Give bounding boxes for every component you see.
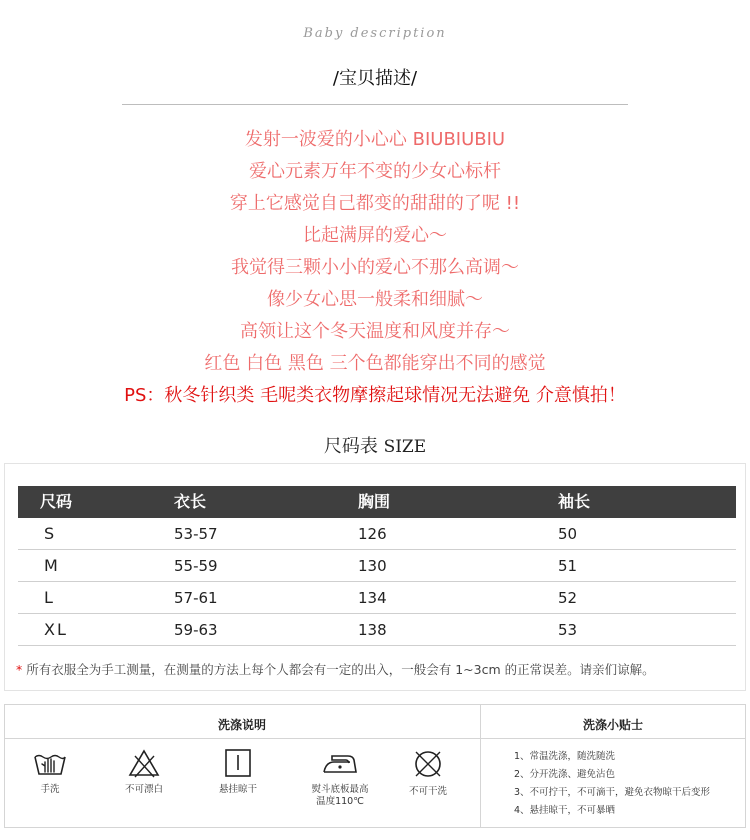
care-divider [480,704,481,828]
care-label: 不可漂白 [124,784,163,795]
description-line: 穿上它感觉自己都变的甜甜的了呢 !! [229,193,521,214]
table-row [18,550,736,582]
size-title-en: SIZE [383,437,427,457]
cell-bust: 134 [358,589,387,607]
header-size: 尺码 [40,492,73,511]
cell-size: XL [44,620,68,639]
care-item-no-dry-clean [388,748,468,798]
table-row [18,518,736,550]
description-line: 高领让这个冬天温度和风度并存～ [240,321,510,342]
care-header-divider [4,738,746,739]
cell-sleeve: 52 [558,589,578,607]
cell-length: 59-63 [174,621,218,639]
note-text: 所有衣服全为手工测量，在测量的方法上每个人都会有一定的出入，一般会有 1~3cm 的正常误差。请亲们谅解。 [26,662,655,677]
description-line: 像少女心思一般柔和细腻～ [267,289,483,310]
care-tip: 1、常温洗涤，随洗随洗 [514,751,616,762]
ps-warning: PS：秋冬针织类 毛呢类衣物摩擦起球情况无法避免 介意慎拍！ [124,385,626,406]
no-dry-clean-icon [411,748,445,780]
description-line: 我觉得三颗小小的爱心不那么高调～ [231,257,519,278]
cell-size: L [44,588,55,607]
care-item-hang-dry [198,748,278,796]
care-item-hand-wash [10,748,90,796]
cell-sleeve: 50 [558,525,578,543]
hand-wash-icon [32,748,68,778]
size-table [18,486,736,646]
cell-size: S [44,524,57,543]
care-label: 熨斗底板最高 [311,784,369,795]
script-title: Baby description [303,26,447,41]
care-label: 不可干洗 [408,786,447,797]
title-divider [122,104,628,105]
care-tips-title: 洗涤小贴士 [583,718,644,732]
care-item-no-bleach [104,748,184,796]
measurement-note [16,660,746,678]
header-length: 衣长 [174,492,207,511]
header-sleeve: 袖长 [558,492,591,511]
description-header [0,0,750,120]
cell-bust: 126 [358,525,387,543]
care-item-iron [300,748,380,808]
cell-length: 53-57 [174,525,218,543]
cell-bust: 138 [358,621,387,639]
cell-sleeve: 53 [558,621,578,639]
cell-length: 55-59 [174,557,218,575]
table-row [18,614,736,646]
note-asterisk: * [16,662,23,677]
cell-sleeve: 51 [558,557,578,575]
description-line: 比起满屏的爱心～ [303,225,447,246]
description-line: 红色 白色 黑色 三个色都能穿出不同的感觉 [204,353,546,374]
cell-bust: 130 [358,557,387,575]
care-tip: 4、悬挂晾干，不可暴晒 [514,805,616,816]
no-bleach-icon [127,748,161,778]
table-row [18,582,736,614]
size-title-cn: 尺码表 [323,436,378,457]
header-bust: 胸围 [358,492,391,511]
cell-size: M [44,556,60,575]
hang-dry-icon [222,748,254,778]
table-header-row [18,486,736,518]
product-description [0,124,750,412]
care-tip: 2、分开洗涤、避免沾色 [514,769,616,780]
care-label: 温度110℃ [316,796,364,807]
section-title: /宝贝描述/ [332,68,418,89]
care-label: 悬挂晾干 [218,784,257,795]
care-label: 手洗 [40,784,60,795]
description-line: 发射一波爱的小心心 BIUBIUBIU [244,129,506,150]
iron-icon [320,748,360,778]
size-chart-title [0,432,750,458]
care-instructions-title: 洗涤说明 [218,718,267,732]
cell-length: 57-61 [174,589,218,607]
description-line: 爱心元素万年不变的少女心标杆 [249,161,501,182]
care-tip: 3、不可拧干，不可滴干，避免衣物晾干后变形 [514,787,711,798]
